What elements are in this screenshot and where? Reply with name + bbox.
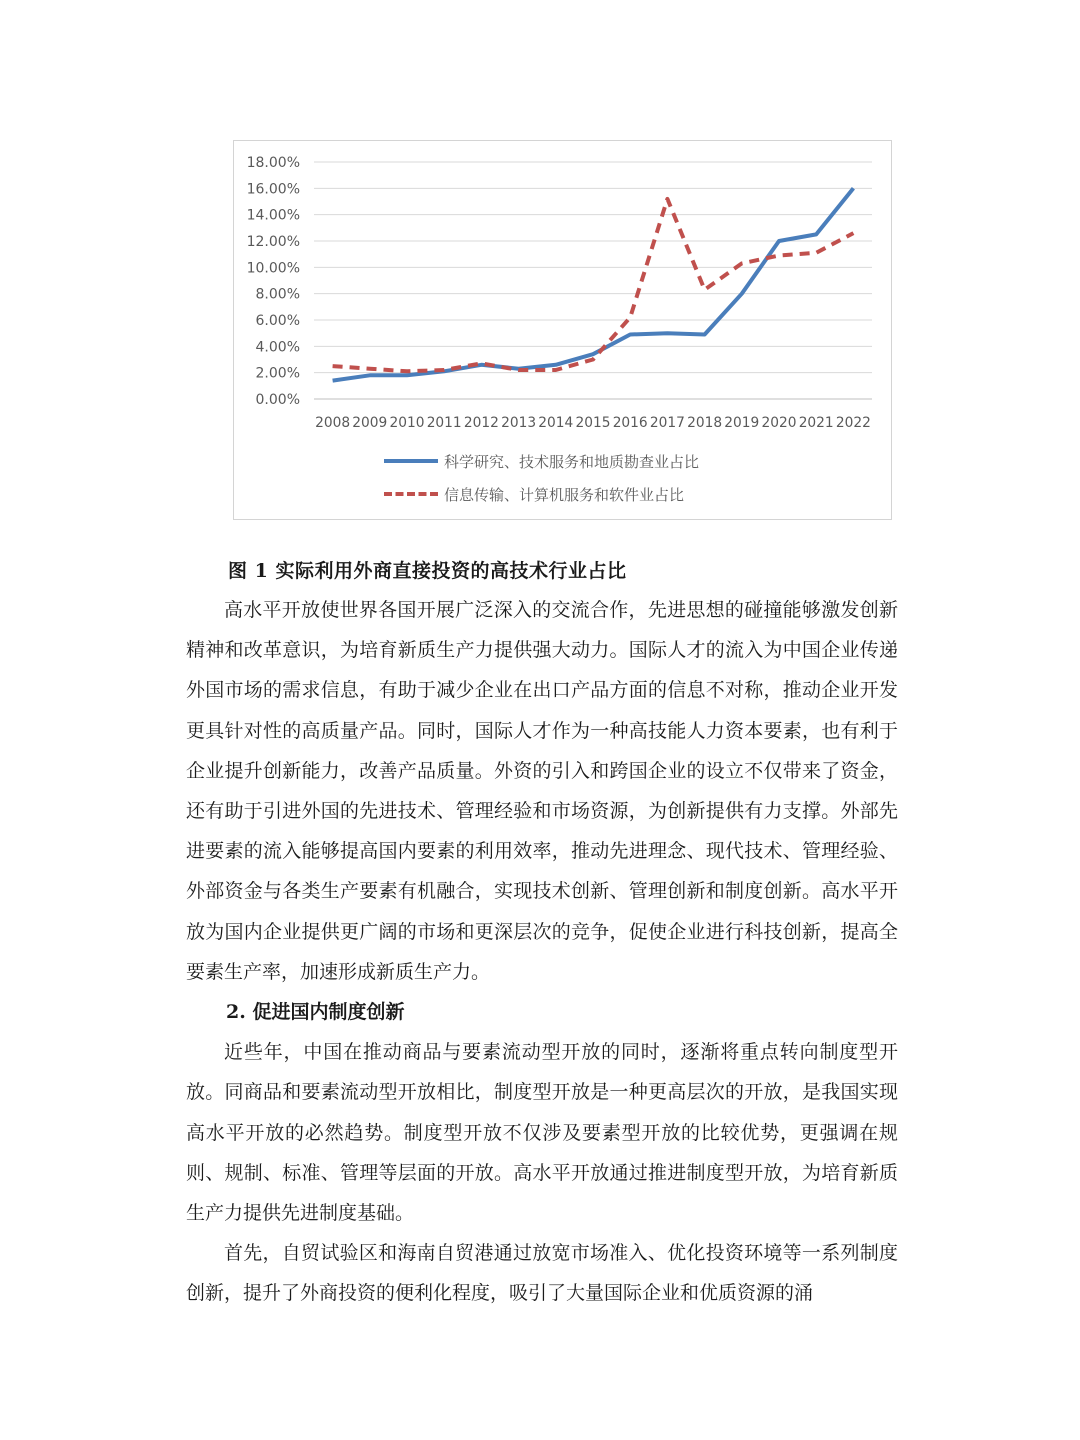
paragraph: 首先，自贸试验区和海南自贸港通过放宽市场准入、优化投资环境等一系列制度创新，提升了外商投资的便利化程度，吸引了大量国际企业和优质资源的涌 (186, 1242, 898, 1305)
legend (384, 450, 804, 505)
x-tick-label: 2013 (501, 415, 537, 431)
x-tick-label: 2022 (835, 415, 871, 431)
x-tick-label: 2010 (389, 415, 425, 431)
legend-label: 科学研究、技术服务和地质勘查业占比 (444, 452, 700, 471)
y-tick-label: 18.00% (246, 155, 300, 171)
y-tick-label: 14.00% (246, 207, 300, 224)
y-tick-label: 12.00% (246, 234, 300, 250)
x-tick-label: 2011 (426, 415, 462, 431)
x-tick-label: 2019 (724, 415, 760, 431)
legend-item-series-2 (384, 483, 804, 505)
x-tick-label: 2015 (575, 415, 611, 431)
x-tick-label: 2021 (798, 415, 834, 431)
y-tick-label: 6.00% (255, 313, 300, 329)
paragraph: 高水平开放使世界各国开展广泛深入的交流合作，先进思想的碰撞能够激发创新精神和改革意识，为培育新质生产力提供强大动力。国际人才的流入为中国企业传递外国市场的需求信息，有助于减少企业在出口产品方面的信息不对称，推动企业开发更具针对性的高质量产品。同时，国际人才作为一种高技能人力资本要素，也有利于企业提升创新能力，改善产品质量。外资的引入和跨国企业的设立不仅带来了资金，还有助于引进外国的先进技术、管理经验和市场资源，为创新提供有力支撑。外部先进要素的流入能够提高国内要素的利用效率，推动先进理念、现代技术、管理经验、外部资金与各类生产要素有机融合，实现技术创新、管理创新和制度创新。高水平开放为国内企业提供更广阔的市场和更深层次的竞争，促使企业进行科技创新，提高全要素生产率，加速形成新质生产力。 (186, 599, 898, 983)
x-tick-label: 2008 (315, 415, 351, 431)
x-tick-label: 2018 (687, 415, 723, 431)
x-tick-label: 2014 (538, 415, 574, 431)
x-tick-label: 2017 (649, 415, 685, 431)
legend-swatch-solid (384, 459, 438, 463)
legend-item-series-1 (384, 450, 804, 472)
x-tick-label: 2016 (612, 415, 648, 431)
chart (233, 140, 892, 520)
legend-label: 信息传输、计算机服务和软件业占比 (444, 485, 685, 504)
section-heading: 2. 促进国内制度创新 (226, 1001, 405, 1024)
x-tick-label: 2012 (463, 415, 499, 431)
y-tick-label: 10.00% (246, 260, 300, 277)
x-tick-label: 2009 (352, 415, 388, 431)
y-tick-label: 2.00% (255, 365, 300, 382)
y-tick-label: 0.00% (255, 392, 300, 408)
series-line-information-software (333, 199, 854, 371)
y-tick-label: 16.00% (246, 181, 300, 198)
series-line-science-research (333, 188, 854, 380)
paragraph: 近些年，中国在推动商品与要素流动型开放的同时，逐渐将重点转向制度型开放。同商品和要素流动型开放相比，制度型开放是一种更高层次的开放，是我国实现高水平开放的必然趋势。制度型开放不仅涉及要素型开放的比较优势，更强调在规则、规制、标准、管理等层面的开放。高水平开放通过推进制度型开放，为培育新质生产力提供先进制度基础。 (186, 1041, 898, 1225)
legend-swatch-dashed (384, 492, 438, 496)
y-tick-label: 8.00% (255, 286, 300, 303)
x-tick-label: 2020 (761, 415, 797, 431)
figure-caption: 图 1 实际利用外商直接投资的高技术行业占比 (228, 560, 627, 582)
y-tick-label: 4.00% (255, 339, 300, 356)
body-text (186, 590, 898, 1314)
